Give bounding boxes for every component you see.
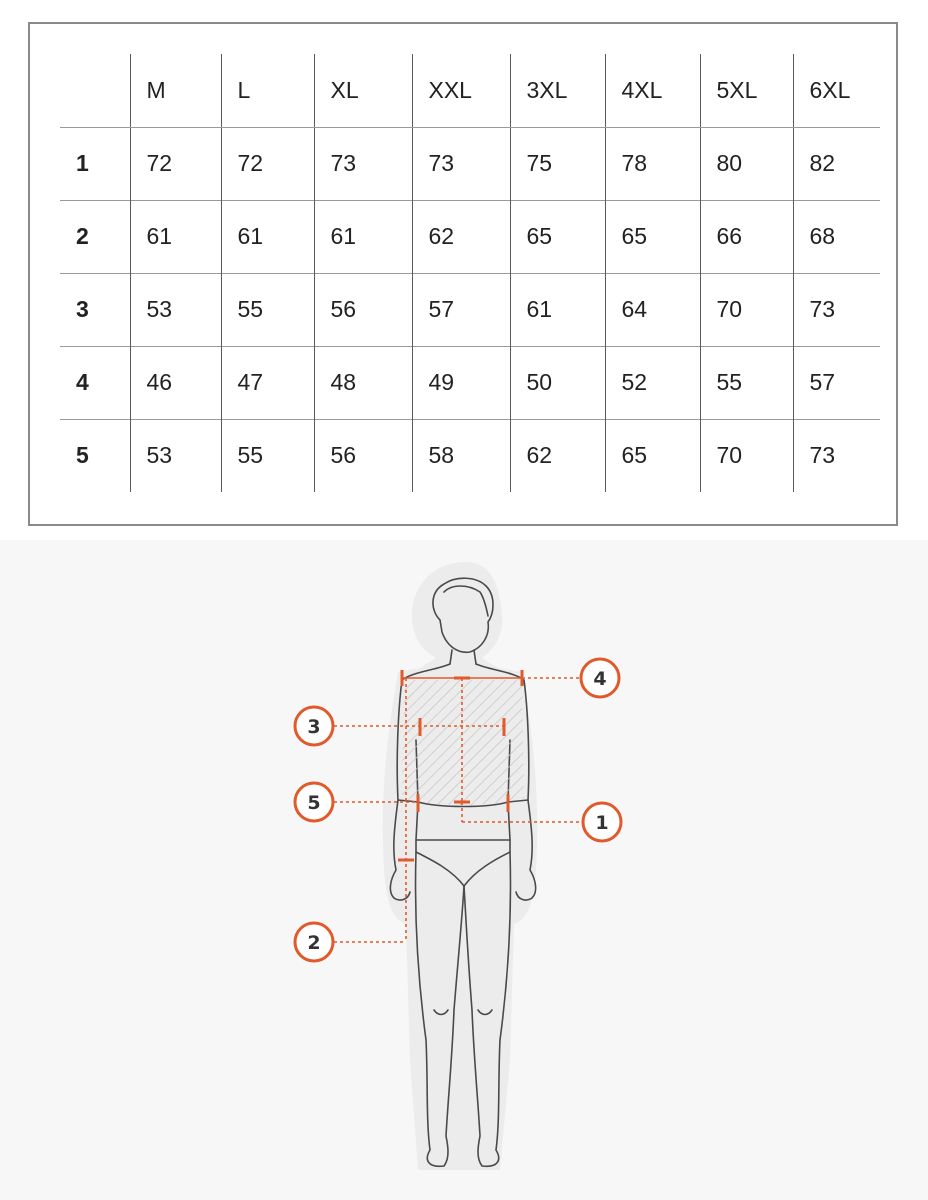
- table-cell: 49: [412, 346, 510, 419]
- table-cell: 65: [605, 200, 700, 273]
- table-cell: 50: [510, 346, 605, 419]
- measurement-diagram: [0, 540, 928, 1200]
- header-size-3xl: 3XL: [510, 54, 605, 127]
- header-size-m: M: [130, 54, 221, 127]
- header-size-l: L: [221, 54, 314, 127]
- table-cell: 72: [221, 127, 314, 200]
- marker-1-label: 1: [595, 812, 609, 834]
- marker-4-label: 4: [593, 668, 607, 690]
- table-cell: 56: [314, 273, 412, 346]
- table-cell: 75: [510, 127, 605, 200]
- table-row: [60, 419, 880, 492]
- table-cell: 78: [605, 127, 700, 200]
- table-cell: 64: [605, 273, 700, 346]
- table-cell: 57: [793, 346, 880, 419]
- header-size-4xl: 4XL: [605, 54, 700, 127]
- row-label: 5: [60, 419, 130, 492]
- table-cell: 61: [314, 200, 412, 273]
- table-cell: 56: [314, 419, 412, 492]
- chest-hatch: [402, 680, 524, 805]
- table-cell: 46: [130, 346, 221, 419]
- marker-5-label: 5: [307, 792, 321, 814]
- size-table-header-row: [60, 54, 880, 127]
- table-cell: 48: [314, 346, 412, 419]
- table-cell: 55: [221, 273, 314, 346]
- table-row: [60, 127, 880, 200]
- header-corner: [60, 54, 130, 127]
- table-cell: 82: [793, 127, 880, 200]
- header-size-5xl: 5XL: [700, 54, 793, 127]
- table-cell: 58: [412, 419, 510, 492]
- header-size-xl: XL: [314, 54, 412, 127]
- size-table: [60, 54, 880, 492]
- table-cell: 80: [700, 127, 793, 200]
- table-cell: 55: [700, 346, 793, 419]
- table-cell: 61: [221, 200, 314, 273]
- row-label: 4: [60, 346, 130, 419]
- table-cell: 73: [793, 273, 880, 346]
- marker-badge-5: [295, 783, 333, 821]
- table-cell: 53: [130, 419, 221, 492]
- header-size-6xl: 6XL: [793, 54, 880, 127]
- table-cell: 73: [314, 127, 412, 200]
- table-row: [60, 273, 880, 346]
- table-cell: 61: [130, 200, 221, 273]
- marker-2-label: 2: [307, 932, 321, 954]
- table-cell: 70: [700, 419, 793, 492]
- table-cell: 72: [130, 127, 221, 200]
- marker-badge-1: [583, 803, 621, 841]
- table-cell: 57: [412, 273, 510, 346]
- table-cell: 68: [793, 200, 880, 273]
- table-row: [60, 346, 880, 419]
- marker-badge-2: [295, 923, 333, 961]
- table-cell: 62: [510, 419, 605, 492]
- marker-badge-3: [295, 707, 333, 745]
- row-label: 3: [60, 273, 130, 346]
- table-row: [60, 200, 880, 273]
- table-cell: 73: [793, 419, 880, 492]
- table-cell: 47: [221, 346, 314, 419]
- row-label: 1: [60, 127, 130, 200]
- header-size-xxl: XXL: [412, 54, 510, 127]
- table-cell: 65: [605, 419, 700, 492]
- marker-badge-4: [581, 659, 619, 697]
- row-label: 2: [60, 200, 130, 273]
- size-table-frame: [28, 22, 898, 526]
- marker-3-label: 3: [307, 716, 321, 738]
- table-cell: 73: [412, 127, 510, 200]
- table-cell: 62: [412, 200, 510, 273]
- table-cell: 61: [510, 273, 605, 346]
- body-figure-svg: [0, 540, 928, 1200]
- table-cell: 70: [700, 273, 793, 346]
- table-cell: 55: [221, 419, 314, 492]
- table-cell: 65: [510, 200, 605, 273]
- table-cell: 53: [130, 273, 221, 346]
- table-cell: 52: [605, 346, 700, 419]
- table-cell: 66: [700, 200, 793, 273]
